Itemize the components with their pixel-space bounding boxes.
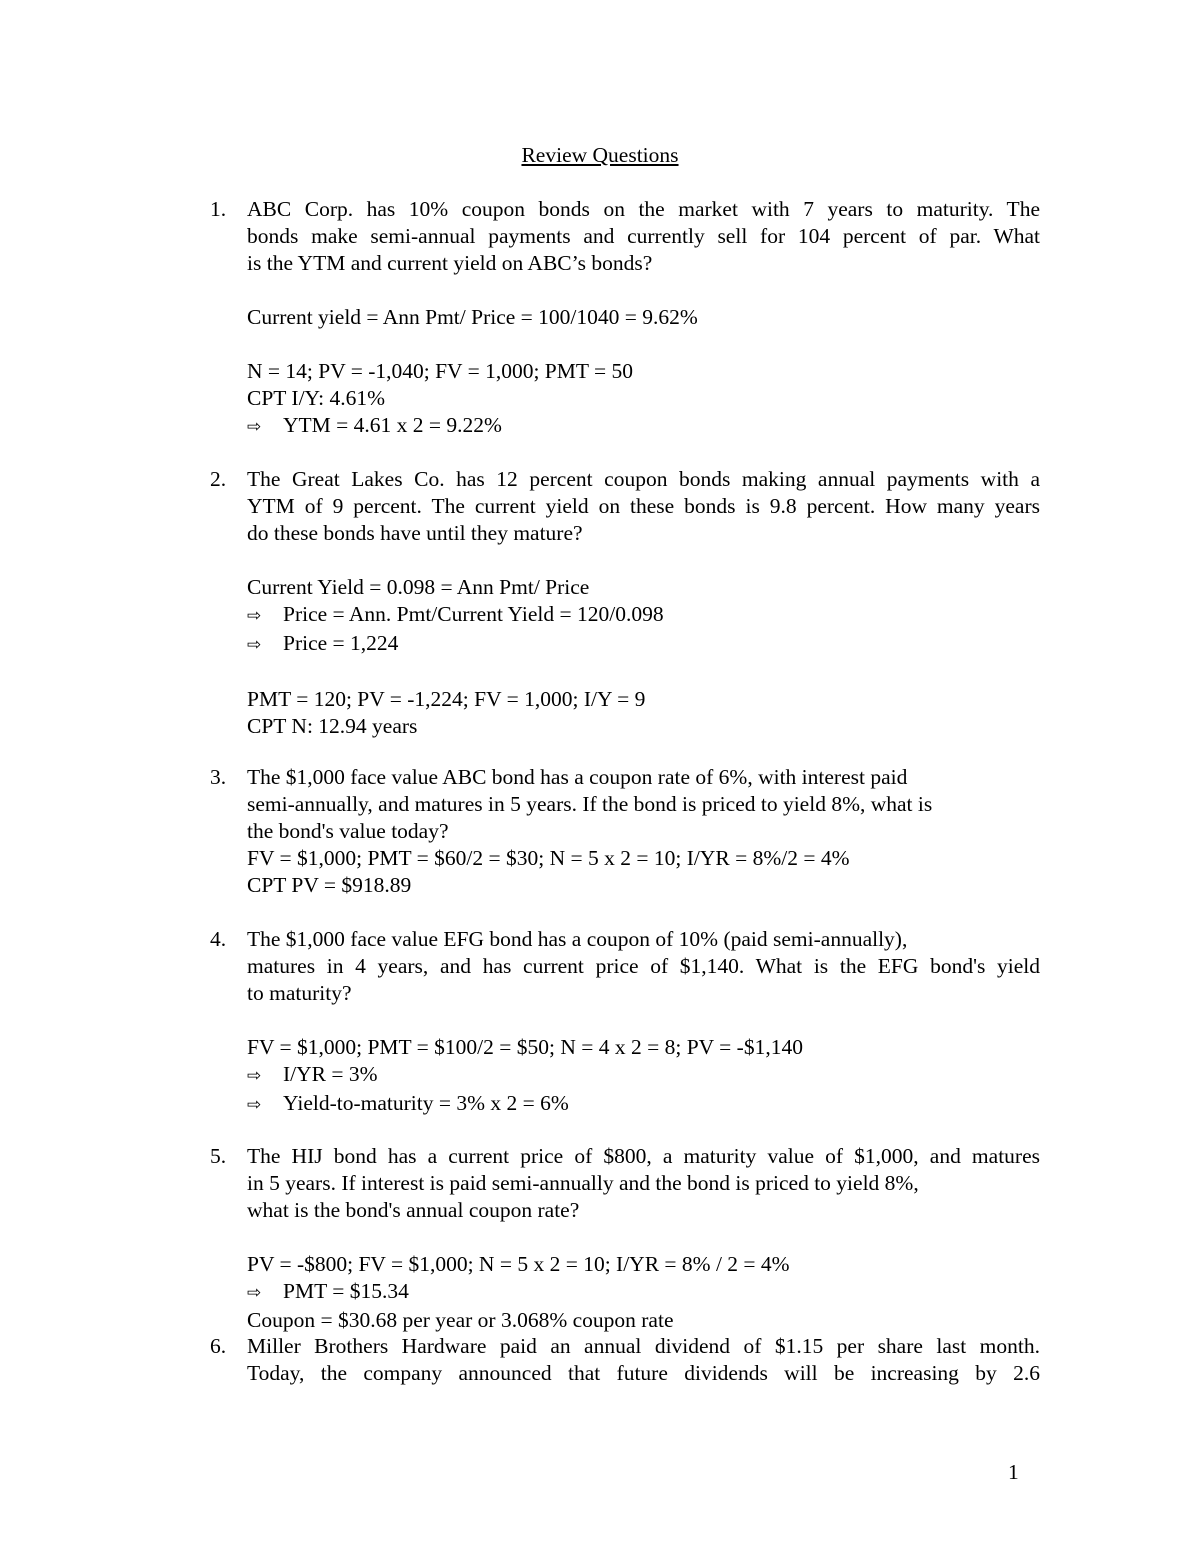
question-text-line: matures in 4 years, and has current price of $1,140. What is the EFG bond's yield xyxy=(247,954,1040,978)
implies-arrow-icon: ⇨ xyxy=(247,635,262,655)
question-number: 3. xyxy=(210,765,227,789)
question-text-line: in 5 years. If interest is paid semi-annually and the bond is priced to yield 8%, xyxy=(247,1171,919,1195)
question-number: 1. xyxy=(210,197,227,221)
question-text-line: The Great Lakes Co. has 12 percent coupon bonds making annual payments with a xyxy=(247,467,1040,491)
question-text-line: Miller Brothers Hardware paid an annual dividend of $1.15 per share last month. xyxy=(247,1334,1040,1358)
page-number: 1 xyxy=(1008,1460,1019,1484)
question-number: 5. xyxy=(210,1144,227,1168)
answer-line: Current Yield = 0.098 = Ann Pmt/ Price xyxy=(247,575,590,599)
question-5 xyxy=(210,1143,1040,1334)
answer-implies-line: ⇨ Price = 1,224 xyxy=(247,630,1040,659)
question-text-line: YTM of 9 percent. The current yield on these bonds is 9.8 percent. How many years xyxy=(247,494,1040,518)
answer-implies-line: ⇨ Yield-to-maturity = 3% x 2 = 6% xyxy=(247,1090,1040,1119)
answer-line: CPT PV = $918.89 xyxy=(247,873,412,897)
answer-line: CPT I/Y: 4.61% xyxy=(247,386,385,410)
question-text-line: The HIJ bond has a current price of $800, a maturity value of $1,000, and matures xyxy=(247,1144,1040,1168)
answer-line: PV = -$800; FV = $1,000; N = 5 x 2 = 10; I/YR = 8% / 2 = 4% xyxy=(247,1252,790,1276)
implies-arrow-icon: ⇨ xyxy=(247,1283,262,1303)
answer-line: FV = $1,000; PMT = $100/2 = $50; N = 4 x 2 = 8; PV = -$1,140 xyxy=(247,1035,803,1059)
answer-line: Current yield = Ann Pmt/ Price = 100/1040 = 9.62% xyxy=(247,305,698,329)
question-1 xyxy=(210,196,1040,441)
question-text-line: do these bonds have until they mature? xyxy=(247,521,583,545)
page-title: Review Questions xyxy=(521,143,679,167)
question-number: 2. xyxy=(210,467,227,491)
question-4 xyxy=(210,926,1040,1119)
answer-line: N = 14; PV = -1,040; FV = 1,000; PMT = 50 xyxy=(247,359,633,383)
answer-line: FV = $1,000; PMT = $60/2 = $30; N = 5 x 2 = 10; I/YR = 8%/2 = 4% xyxy=(247,846,850,870)
answer-implies-line: ⇨ PMT = $15.34 xyxy=(247,1278,1040,1307)
question-text-line: ABC Corp. has 10% coupon bonds on the market with 7 years to maturity. The xyxy=(247,197,1040,221)
question-number: 6. xyxy=(210,1334,227,1358)
question-text-line: The $1,000 face value EFG bond has a coupon of 10% (paid semi-annually), xyxy=(247,927,908,951)
question-text-line: the bond's value today? xyxy=(247,819,449,843)
question-6 xyxy=(210,1333,1040,1387)
implies-arrow-icon: ⇨ xyxy=(247,417,262,437)
question-text-line: The $1,000 face value ABC bond has a coupon rate of 6%, with interest paid xyxy=(247,765,908,789)
implies-arrow-icon: ⇨ xyxy=(247,1066,262,1086)
answer-implies-line: ⇨ Price = Ann. Pmt/Current Yield = 120/0.098 xyxy=(247,601,1040,630)
question-text-line: bonds make semi-annual payments and currently sell for 104 percent of par. What xyxy=(247,224,1040,248)
answer-implies-line: ⇨ YTM = 4.61 x 2 = 9.22% xyxy=(247,412,1040,441)
question-text-line: what is the bond's annual coupon rate? xyxy=(247,1198,580,1222)
question-number: 4. xyxy=(210,927,227,951)
answer-line: PMT = 120; PV = -1,224; FV = 1,000; I/Y = 9 xyxy=(247,687,646,711)
question-text-line: Today, the company announced that future dividends will be increasing by 2.6 xyxy=(247,1361,1040,1385)
answer-implies-line: ⇨ I/YR = 3% xyxy=(247,1061,1040,1090)
question-text-line: is the YTM and current yield on ABC’s bonds? xyxy=(247,251,653,275)
question-text-line: to maturity? xyxy=(247,981,352,1005)
question-text-line: semi-annually, and matures in 5 years. If the bond is priced to yield 8%, what is xyxy=(247,792,933,816)
implies-arrow-icon: ⇨ xyxy=(247,1095,262,1115)
answer-line: CPT N: 12.94 years xyxy=(247,714,418,738)
answer-line: Coupon = $30.68 per year or 3.068% coupon rate xyxy=(247,1308,674,1332)
question-3 xyxy=(210,764,1040,899)
implies-arrow-icon: ⇨ xyxy=(247,606,262,626)
question-2 xyxy=(210,466,1040,740)
